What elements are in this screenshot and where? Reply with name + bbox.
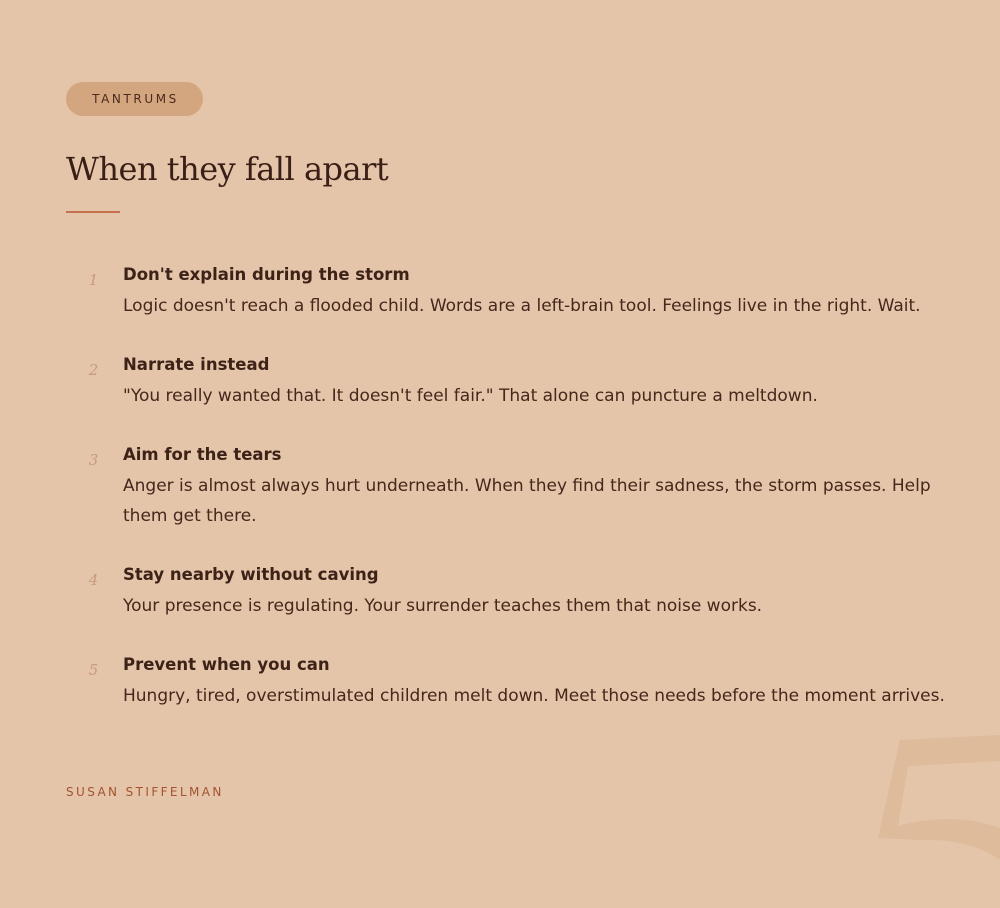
item-title: Aim for the tears (123, 445, 282, 464)
item-body: Your presence is regulating. Your surrender teaches them that noise works. (123, 596, 763, 616)
item-number: 4 (88, 571, 99, 589)
category-tag: TANTRUMS (66, 82, 203, 116)
item-body: Hungry, tired, overstimulated children melt down. Meet those needs before the moment arrives. (123, 686, 945, 706)
item-title: Stay nearby without caving (123, 565, 379, 584)
item-number: 3 (88, 451, 99, 469)
list-item (66, 352, 946, 411)
item-body: Logic doesn't reach a flooded child. Words are a left-brain tool. Feelings live in the right. Wait. (123, 296, 921, 316)
list-item (66, 262, 946, 321)
item-content (123, 562, 946, 621)
title-divider (66, 211, 120, 213)
list-item (66, 442, 946, 531)
tips-list (66, 262, 946, 742)
list-item (66, 652, 946, 711)
item-title: Don't explain during the storm (123, 265, 410, 284)
item-content (123, 262, 946, 321)
item-number: 2 (88, 361, 99, 379)
list-item (66, 562, 946, 621)
item-title: Narrate instead (123, 355, 270, 374)
numeral-watermark (860, 728, 1000, 908)
author-credit: SUSAN STIFFELMAN (66, 785, 224, 799)
item-content (123, 352, 946, 411)
item-number: 1 (88, 271, 99, 289)
item-title: Prevent when you can (123, 655, 330, 674)
item-content (123, 442, 946, 531)
item-body: "You really wanted that. It doesn't feel fair." That alone can puncture a meltdown. (123, 386, 818, 406)
page-title: When they fall apart (66, 150, 389, 188)
item-number: 5 (88, 661, 99, 679)
item-body: Anger is almost always hurt underneath. When they find their sadness, the storm passes. Help them get there. (123, 476, 931, 526)
item-content (123, 652, 946, 711)
